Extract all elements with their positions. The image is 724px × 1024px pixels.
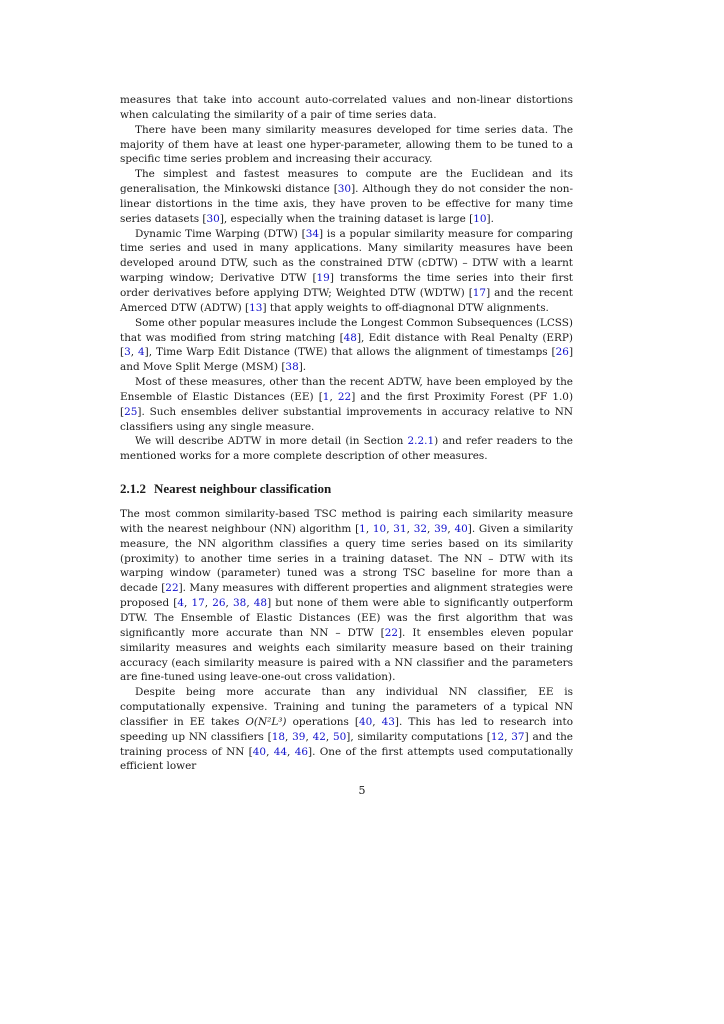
citation-link[interactable]: 10	[372, 522, 387, 535]
paragraph	[120, 316, 573, 375]
citation-link[interactable]: 48	[253, 597, 268, 610]
text-run: ] and the first Proximity Forest (PF 1.0) [	[120, 390, 574, 418]
text-run: ] but none of them were able to significantly outperform DTW. The Ensemble of Elastic Distances (EE) was the first algorithm that was significantly more accurate than NN – DTW [	[120, 597, 573, 639]
text-run: ,	[184, 597, 192, 610]
text-run: There have been many similarity measures developed for time series data. The majority of them have at least one hyper-parameter, allowing them to be tuned to a specific time series problem and increasing their accuracy.	[120, 123, 573, 166]
text-run: ,	[329, 390, 338, 403]
citation-link[interactable]: 1	[322, 390, 330, 403]
citation-link[interactable]: 17	[472, 286, 487, 299]
citation-link[interactable]: 22	[337, 390, 352, 403]
text-run: ]. One of the first attempts used computationally efficient lower	[120, 745, 574, 773]
text-run: ], Edit distance with Real Penalty (ERP) [	[120, 331, 573, 359]
paragraph	[120, 123, 573, 168]
text-run: ,	[305, 730, 313, 743]
text-run: ,	[246, 597, 254, 610]
citation-link[interactable]: 40	[454, 522, 468, 535]
math-expression: O(N²L³)	[245, 715, 287, 728]
text-run: The simplest and fastest measures to compute are the Euclidean and its generalisation, the Minkowski distance [	[120, 168, 573, 196]
text-run: ) and refer readers to the mentioned works for a more complete description of other measures.	[120, 435, 573, 463]
text-run: ,	[447, 522, 455, 535]
citation-link[interactable]: 25	[124, 405, 138, 418]
section-number: 2.1.2	[120, 481, 146, 497]
text-run: ,	[365, 522, 373, 535]
text-run: ]. Although they do not consider the non-linear distortions in the time axis, they have proven to be effective for many time series datasets [	[120, 183, 573, 225]
citation-link[interactable]: 10	[473, 212, 487, 225]
text-run: ]. It ensembles eleven popular similarity measures and weights each similarity measure based on their training accuracy (each similarity measure is paired with a NN classifier and the parameters are fine-tuned using leave-one-out cross validation).	[120, 626, 573, 684]
citation-link[interactable]: 43	[381, 715, 395, 728]
citation-link[interactable]: 34	[305, 227, 320, 240]
citation-link[interactable]: 32	[413, 522, 427, 535]
text-run: ,	[287, 745, 295, 758]
text-run: ] and the recent Amerced DTW (ADTW) [	[120, 286, 573, 314]
paragraph	[120, 375, 573, 434]
citation-link[interactable]: 39	[292, 730, 306, 743]
citation-link[interactable]: 40	[252, 745, 267, 758]
citation-link[interactable]: 13	[249, 301, 263, 314]
text-run: ]. This has led to research into speeding up NN classifiers [	[120, 715, 573, 743]
citation-link[interactable]: 3	[124, 346, 131, 359]
text-run: ,	[406, 522, 414, 535]
text-run: ,	[285, 730, 293, 743]
text-run: operations [	[286, 715, 359, 728]
paragraph	[120, 93, 573, 123]
citation-link[interactable]: 39	[434, 522, 448, 535]
text-run: ,	[504, 730, 512, 743]
citation-link[interactable]: 50	[333, 730, 347, 743]
paragraph	[120, 227, 573, 316]
text-run: ,	[266, 745, 274, 758]
text-run: The most common similarity-based TSC method is pairing each similarity measure with the nearest neighbour (NN) algorithm [	[120, 508, 573, 535]
text-run: Despite being more accurate than any individual NN classifier, EE is computationally expensive. Training and tuning the parameters of a typical NN classifier in EE takes	[120, 686, 573, 728]
citation-link[interactable]: 22	[384, 626, 398, 639]
text-run: ] and Move Split Merge (MSM) [	[120, 346, 574, 374]
text-run: ].	[298, 361, 307, 374]
paragraphs-after-section	[120, 507, 573, 774]
text-run: ,	[225, 597, 234, 610]
citation-link[interactable]: 30	[337, 183, 352, 196]
citation-link[interactable]: 12	[490, 730, 505, 743]
text-run: Some other popular measures include the Longest Common Subsequences (LCSS) that was modified from string matching [	[120, 316, 573, 344]
text-run: ]. Given a similarity measure, the NN algorithm classifies a query time series based on its similarity (proximity) to another time series in a training dataset. The NN – DTW with its warping window (parameter) tuned was a strong TSC baseline for more than a decade [	[120, 522, 574, 595]
page-body	[120, 93, 573, 774]
paragraph	[120, 685, 573, 774]
citation-link[interactable]: 30	[206, 212, 220, 225]
paragraph	[120, 434, 573, 464]
text-run: ,	[386, 522, 394, 535]
text-run: ] is a popular similarity measure for comparing time series and used in many applications. Many similarity measures have been developed around DTW, such as the constrained DTW (cDTW) – DTW with a learnt warping window; Derivative DTW [	[120, 227, 573, 285]
citation-link[interactable]: 37	[511, 730, 525, 743]
text-run: Dynamic Time Warping (DTW) [	[135, 227, 306, 240]
citation-link[interactable]: 42	[312, 730, 326, 743]
citation-link[interactable]: 26	[212, 597, 226, 610]
citation-link[interactable]: 18	[271, 730, 286, 743]
citation-link[interactable]: 38	[233, 597, 247, 610]
citation-link[interactable]: 4	[177, 597, 185, 610]
page-number: 5	[358, 784, 366, 797]
text-run: ,	[204, 597, 213, 610]
text-run: ]. Such ensembles deliver substantial improvements in accuracy relative to NN classifiers using any single measure.	[120, 405, 573, 433]
citation-link[interactable]: 26	[555, 346, 569, 359]
citation-link[interactable]: 40	[358, 715, 373, 728]
citation-link[interactable]: 31	[393, 522, 407, 535]
text-run: ], especially when the training dataset is large [	[219, 212, 474, 225]
text-run: ], similarity computations [	[346, 730, 491, 743]
text-run: Most of these measures, other than the recent ADTW, have been employed by the Ensemble of Elastic Distances (EE) [	[120, 376, 573, 403]
citation-link[interactable]: 38	[285, 361, 299, 374]
text-run: ].	[486, 212, 494, 225]
paragraph	[120, 507, 573, 685]
text-run: ,	[426, 522, 435, 535]
citation-link[interactable]: 48	[343, 331, 357, 344]
citation-link[interactable]: 44	[273, 745, 288, 758]
citation-link[interactable]: 22	[165, 582, 179, 595]
text-run: ] and the training process of NN [	[120, 730, 573, 758]
citation-link[interactable]: 2.2.1	[407, 435, 435, 448]
text-run: ], Time Warp Edit Distance (TWE) that allows the alignment of timestamps [	[144, 346, 556, 359]
citation-link[interactable]: 46	[294, 745, 308, 758]
citation-link[interactable]: 1	[359, 522, 366, 535]
text-run: ,	[372, 715, 382, 728]
citation-link[interactable]: 17	[191, 597, 205, 610]
text-run: We will describe ADTW in more detail (in Section	[135, 435, 408, 448]
text-run: ,	[130, 346, 138, 359]
paragraphs-before-section	[120, 93, 573, 464]
text-run: measures that take into account auto-correlated values and non-linear distortions when calculating the similarity of a pair of time series data.	[120, 94, 573, 121]
citation-link[interactable]: 4	[138, 346, 145, 359]
paragraph	[120, 167, 573, 226]
section-title: Nearest neighbour classification	[154, 481, 332, 497]
citation-link[interactable]: 19	[316, 272, 330, 285]
text-run: ]. Many measures with different properties and alignment strategies were proposed [	[120, 582, 573, 610]
text-run: ,	[325, 730, 333, 743]
text-run: ] that apply weights to off-diagnonal DTW alignments.	[262, 301, 549, 314]
section-heading	[120, 481, 573, 497]
text-run: ] transforms the time series into their first order derivatives before applying DTW; Weighted DTW (WDTW) [	[120, 272, 574, 299]
